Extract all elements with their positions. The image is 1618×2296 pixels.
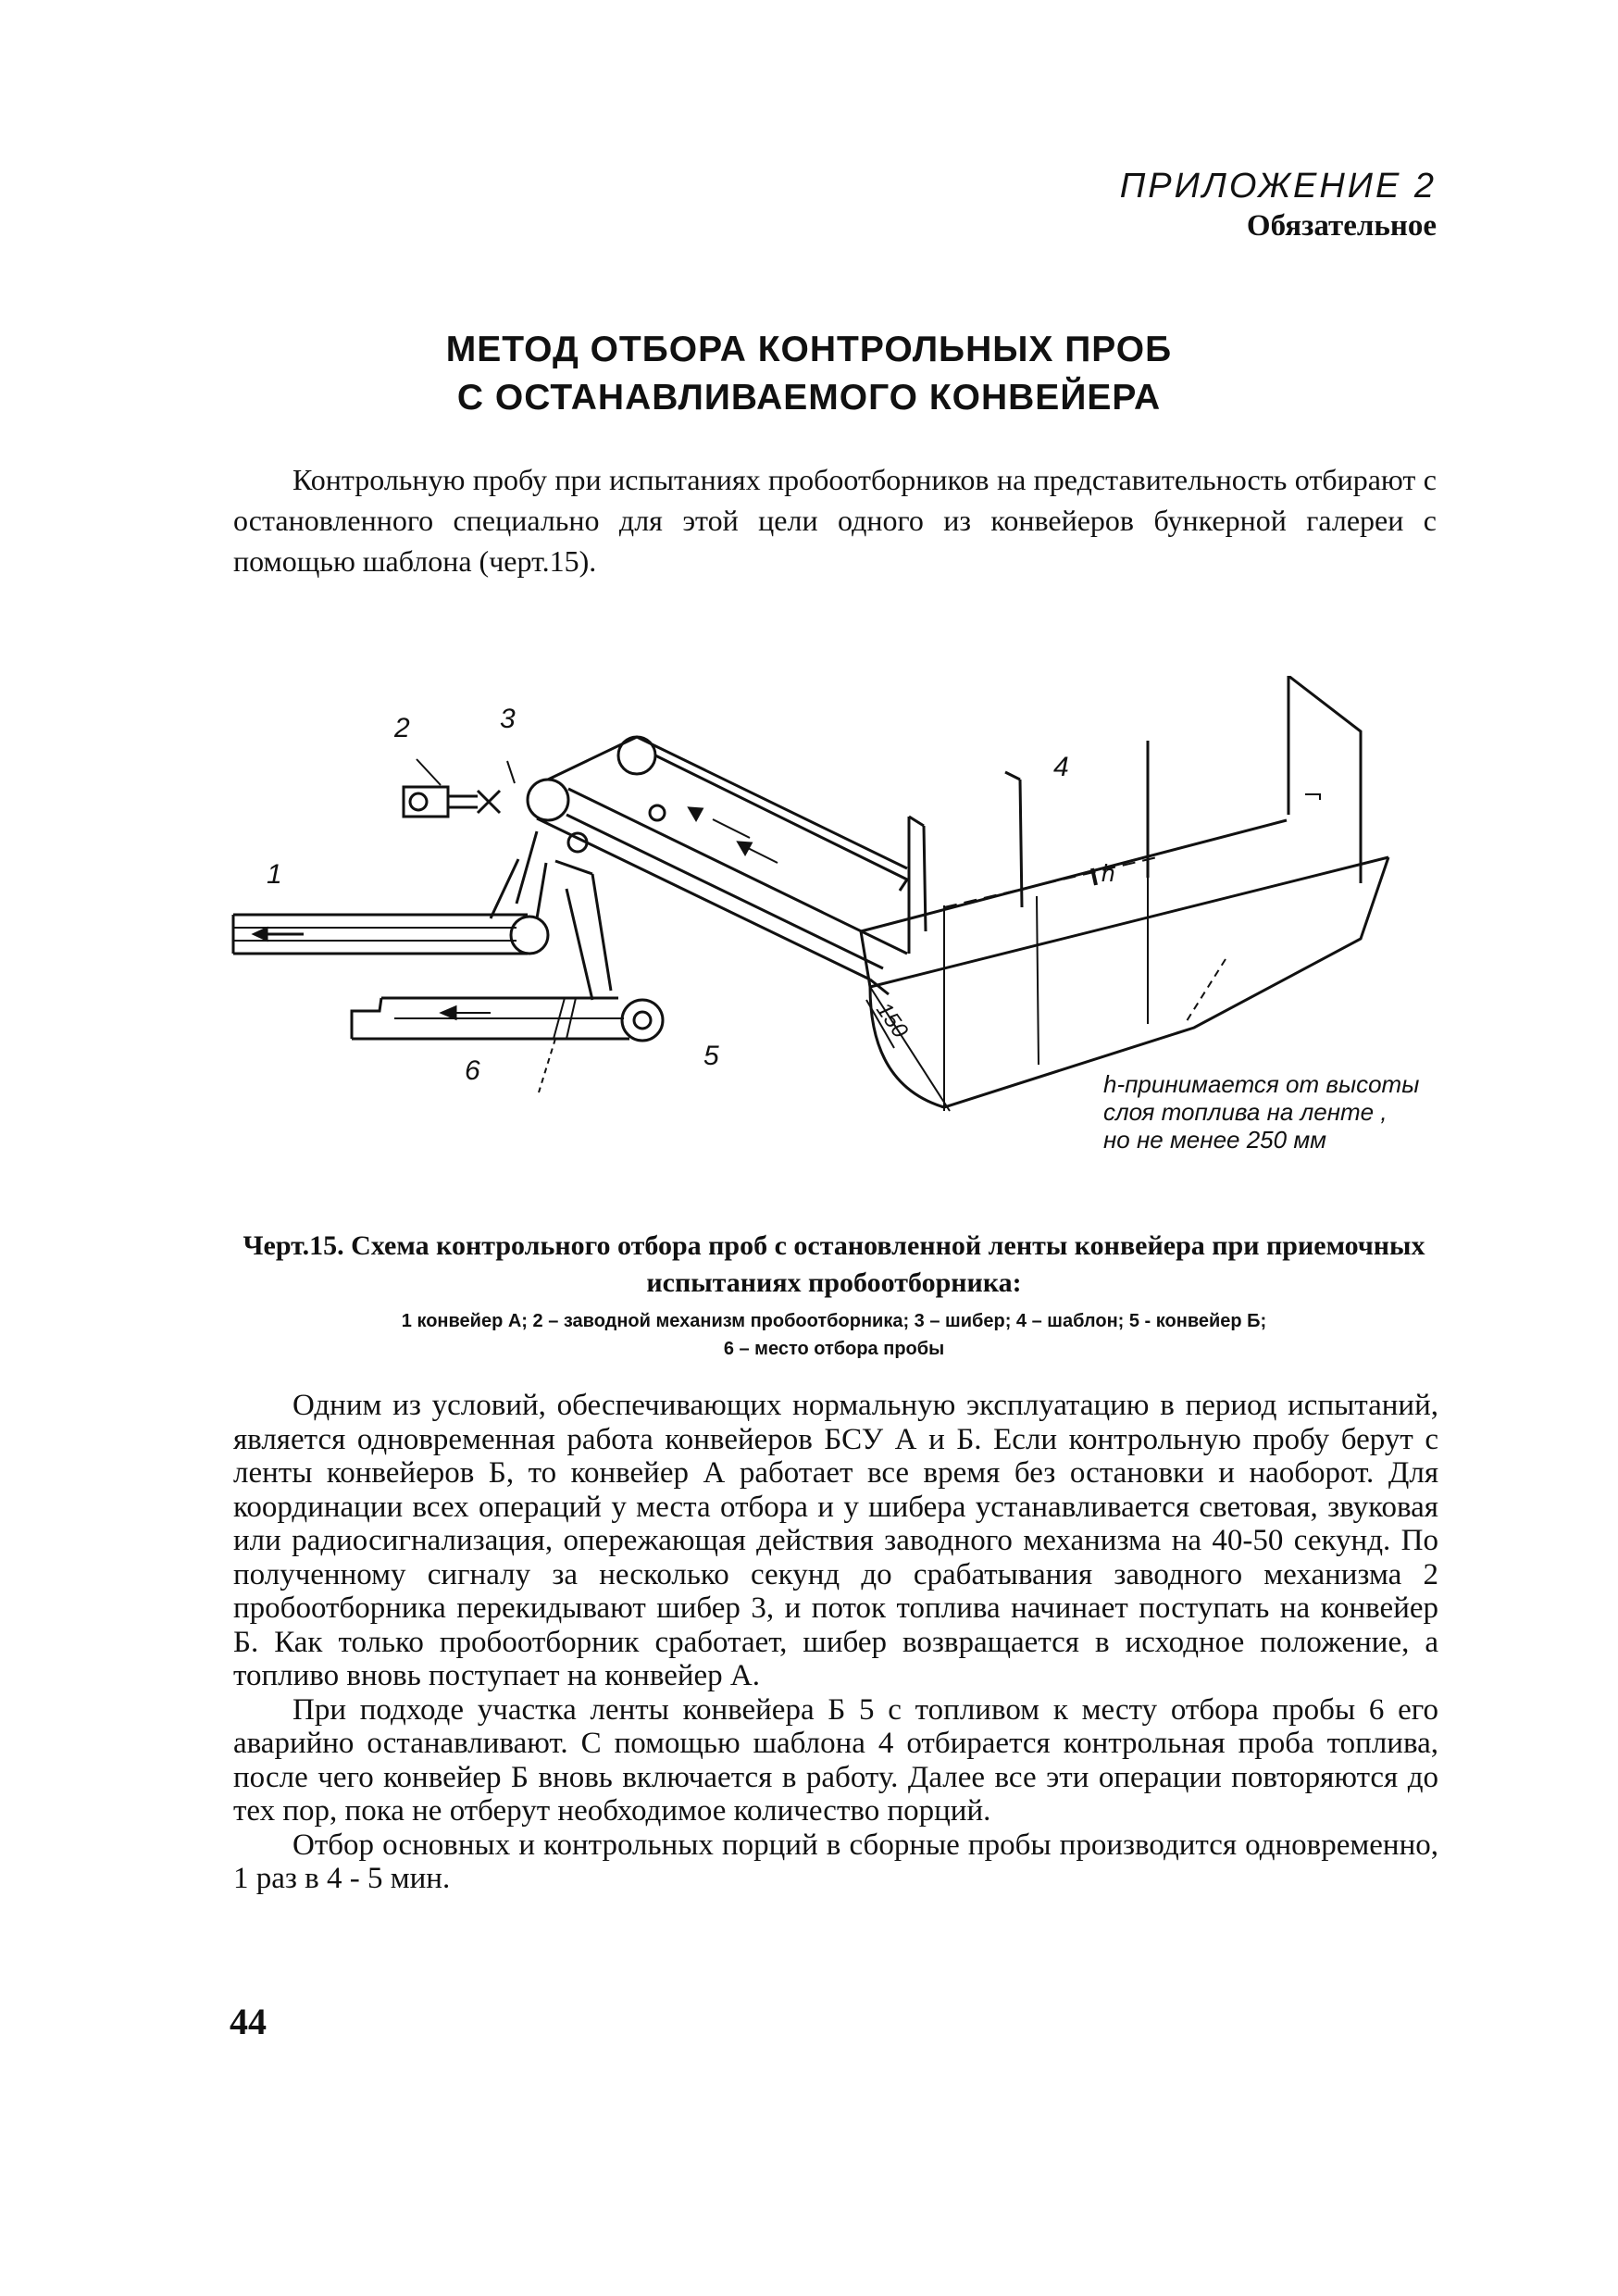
body-paragraph-2: При подходе участка ленты конвейера Б 5 с топливом к месту отбора пробы 6 его аварийно останавливают. С помощью шаблона 4 отбирается контрольная проба топлива, после чего конвейер Б вновь включается в работу. Далее все эти операции повторяются до тех пор, пока не отберут необходимое количество порций. [233,1692,1438,1828]
figure-note [1103,1070,1419,1154]
label-6: 6 [465,1055,480,1086]
conveyor-b [352,998,663,1092]
body-paragraph-1: Одним из условий, обеспечивающих нормальную эксплуатацию в период испытаний, является одновременная работа конвейеров БСУ А и Б. Если контрольную пробу берут с ленты конвейеров Б, то конвейер А работает все время без остановки и наоборот. Для координации всех операций у места отбора и у шибера устанавливается световая, звуковая или радиосигнализация, опережающая действия заводного механизма на 40-50 секунд. По полученному сигналу за несколько секунд до срабатывания заводного механизма 2 пробоотборника перекидывают шибер 3, и поток топлива начинает поступать на конвейер Б. Как только пробоотборник сработает, шибер возвращается в исходное положение, а топливо вновь поступает на конвейер А. [233,1389,1438,1692]
label-dimension: 150 [871,997,914,1043]
note-line-3: но не менее 250 мм [1103,1126,1326,1154]
label-1: 1 [267,859,282,890]
legend-line-2: 6 – место отбора пробы [723,1339,945,1359]
body-paragraph-3: Отбор основных и контрольных порций в сборные пробы производится одновременно, 1 раз в 4 - 5 мин. [233,1828,1438,1895]
title-line-1: МЕТОД ОТБОРА КОНТРОЛЬНЫХ ПРОБ [445,330,1173,369]
drive-mechanism [404,759,515,817]
label-3: 3 [500,704,516,734]
label-4: 4 [1053,752,1069,782]
figure-labels [267,704,1114,1086]
label-h: h [1101,859,1115,887]
figure-legend [231,1307,1437,1363]
appendix-status: Обязательное [1246,209,1437,243]
label-5: 5 [703,1041,719,1071]
conveyor-diagram [222,676,1444,1250]
document-title [0,326,1618,422]
template-scheme [861,676,1388,1111]
legend-line-1: 1 конвейер А; 2 – заводной механизм пробоотборника; 3 – шибер; 4 – шаблон; 5 - конвейер Б; [401,1311,1267,1331]
body-text [233,1389,1438,1896]
page-number: 44 [230,2001,267,2042]
intro-paragraph: Контрольную пробу при испытаниях пробоотборников на представительность отбирают с остановленного специально для этой цели одного из конвейеров бункерной галереи с помощью шаблона (черт.15). [233,463,1437,578]
left-scheme [233,737,907,1092]
appendix-title: ПРИЛОЖЕНИЕ 2 [1119,167,1437,206]
inclined-conveyor [528,737,907,994]
title-line-2: С ОСТАНАВЛИВАЕМОГО КОНВЕЙЕРА [456,378,1162,418]
note-line-2: слоя топлива на ленте , [1103,1098,1388,1126]
conveyor-a [233,915,548,954]
note-line-1: h-принимается от высоты [1103,1070,1420,1098]
label-2: 2 [394,713,410,743]
figure-caption: Черт.15. Схема контрольного отбора проб с остановленной ленты конвейера при приемочных испытаниях пробоотборника: [243,1230,1425,1298]
